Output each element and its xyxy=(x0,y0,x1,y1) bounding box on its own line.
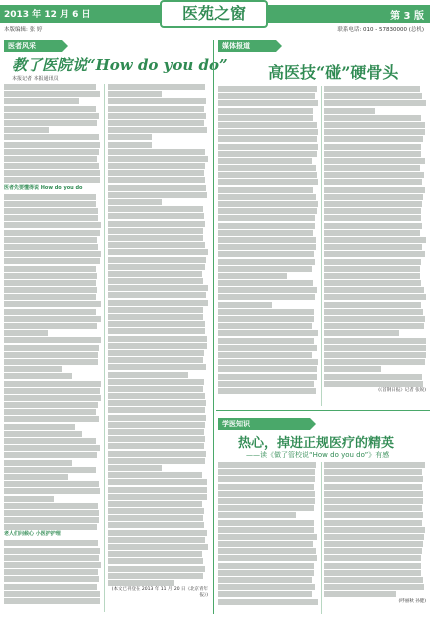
text-line xyxy=(4,359,101,365)
text-line xyxy=(4,452,101,458)
text-line xyxy=(4,510,101,516)
text-line xyxy=(218,563,318,569)
text-line xyxy=(108,91,208,97)
text-line xyxy=(218,330,318,336)
text-line xyxy=(108,580,208,586)
text-line xyxy=(4,301,101,307)
text-line xyxy=(4,84,101,90)
text-line xyxy=(324,345,426,351)
text-line xyxy=(324,591,426,597)
text-line xyxy=(4,244,101,250)
text-line xyxy=(218,366,318,372)
text-line xyxy=(324,381,426,387)
text-line xyxy=(4,222,101,228)
text-line xyxy=(4,431,101,437)
text-line xyxy=(4,142,101,148)
text-line xyxy=(218,201,318,207)
text-line xyxy=(108,436,208,442)
text-line xyxy=(108,127,208,133)
text-line xyxy=(324,484,426,490)
text-line xyxy=(218,505,318,511)
feature-column-2 xyxy=(324,462,426,614)
text-line xyxy=(218,251,318,257)
article-subhead: 医者先要懂得说 How do you do xyxy=(4,184,83,191)
text-line xyxy=(324,122,426,128)
text-line xyxy=(324,93,426,99)
text-line xyxy=(324,323,426,329)
text-line xyxy=(4,496,101,502)
text-line xyxy=(4,91,101,97)
article-column-left-2 xyxy=(108,84,208,614)
text-line xyxy=(108,98,208,104)
text-line xyxy=(4,352,101,358)
text-line xyxy=(324,215,426,221)
text-line xyxy=(324,294,426,300)
article-endnote: (本文已刊登在 2013 年 11 月 20 日《北京青年报》) xyxy=(111,587,208,599)
text-line xyxy=(324,374,426,380)
text-line xyxy=(324,179,426,185)
text-line xyxy=(324,302,426,308)
text-line xyxy=(108,551,208,557)
text-line xyxy=(108,113,208,119)
article-endnote: (呼丽秋 孙健) xyxy=(398,598,426,604)
section-tag-left: 医者风采 xyxy=(4,40,62,52)
feature-divider xyxy=(216,410,430,411)
page-title: 医苑之窗 xyxy=(160,0,268,28)
text-line xyxy=(108,386,208,392)
text-line xyxy=(324,469,426,475)
text-line xyxy=(4,280,101,286)
text-line xyxy=(218,93,318,99)
text-line xyxy=(324,534,426,540)
text-line xyxy=(218,259,318,265)
text-line xyxy=(108,84,208,90)
text-line xyxy=(218,273,318,279)
text-line xyxy=(108,163,208,169)
text-line xyxy=(4,395,101,401)
text-line xyxy=(218,187,318,193)
text-line xyxy=(218,359,318,365)
column-divider xyxy=(104,84,105,612)
text-line xyxy=(4,388,101,394)
text-line xyxy=(4,230,101,236)
masthead xyxy=(0,0,430,36)
text-line xyxy=(4,467,101,473)
column-divider xyxy=(321,86,322,406)
text-line xyxy=(4,149,101,155)
text-line xyxy=(324,151,426,157)
editor-credit: 本版编辑: 张 婷 xyxy=(4,27,43,33)
byline-left: 本报记者 本报通讯员 xyxy=(12,76,59,82)
text-line xyxy=(4,251,101,257)
article-headline-right: 高医技“碰”硬骨头 xyxy=(268,63,399,82)
text-line xyxy=(218,237,318,243)
text-line xyxy=(218,484,318,490)
article-column-left-1 xyxy=(4,84,101,614)
text-line xyxy=(108,292,208,298)
text-line xyxy=(4,524,101,530)
feature-headline: 热心，掉进正规医疗的精英 xyxy=(238,436,395,451)
text-line xyxy=(324,577,426,583)
text-line xyxy=(218,345,318,351)
text-line xyxy=(4,309,101,315)
text-line xyxy=(218,108,318,114)
text-line xyxy=(218,165,318,171)
text-line xyxy=(4,540,101,546)
text-line xyxy=(218,570,318,576)
article-column-right-1 xyxy=(218,86,318,406)
article-endnote: (《首钢日报》记者 张锐) xyxy=(378,387,426,393)
text-line xyxy=(108,177,208,183)
text-line xyxy=(108,465,208,471)
text-line xyxy=(324,555,426,561)
text-line xyxy=(218,534,318,540)
text-line xyxy=(218,266,318,272)
text-line xyxy=(324,584,426,590)
feature-column-1 xyxy=(218,462,318,614)
text-line xyxy=(218,541,318,547)
text-line xyxy=(324,244,426,250)
text-line xyxy=(4,598,101,604)
text-line xyxy=(108,451,208,457)
text-line xyxy=(108,328,208,334)
text-line xyxy=(108,321,208,327)
text-line xyxy=(108,257,208,263)
text-line xyxy=(108,379,208,385)
text-line xyxy=(4,127,101,133)
text-line xyxy=(108,249,208,255)
text-line xyxy=(218,158,318,164)
text-line xyxy=(4,120,101,126)
text-line xyxy=(108,199,208,205)
text-line xyxy=(4,194,101,200)
text-line xyxy=(324,366,426,372)
text-line xyxy=(324,115,426,121)
text-line xyxy=(218,491,318,497)
text-line xyxy=(108,558,208,564)
text-line xyxy=(324,309,426,315)
text-line xyxy=(4,113,101,119)
text-line xyxy=(108,149,208,155)
text-line xyxy=(4,337,101,343)
text-line xyxy=(324,129,426,135)
text-line xyxy=(108,415,208,421)
text-line xyxy=(108,501,208,507)
text-line xyxy=(108,494,208,500)
text-line xyxy=(4,156,101,162)
text-line xyxy=(218,244,318,250)
text-line xyxy=(324,251,426,257)
text-line xyxy=(4,201,101,207)
text-line xyxy=(218,323,318,329)
text-line xyxy=(324,266,426,272)
text-line xyxy=(4,163,101,169)
text-line xyxy=(4,215,101,221)
text-line xyxy=(108,393,208,399)
text-line xyxy=(4,474,101,480)
text-line xyxy=(108,443,208,449)
text-line xyxy=(4,208,101,214)
text-line xyxy=(4,273,101,279)
text-line xyxy=(108,213,208,219)
text-line xyxy=(218,86,318,92)
text-line xyxy=(108,472,208,478)
contact-phone: 联系电话: 010 - 57830000 (总机) xyxy=(337,27,424,33)
text-line xyxy=(108,487,208,493)
text-line xyxy=(108,185,208,191)
text-line xyxy=(324,570,426,576)
text-line xyxy=(108,544,208,550)
text-line xyxy=(324,563,426,569)
text-line xyxy=(4,323,101,329)
text-line xyxy=(324,172,426,178)
text-line xyxy=(108,364,208,370)
text-line xyxy=(108,422,208,428)
text-line xyxy=(4,134,101,140)
text-line xyxy=(108,372,208,378)
text-line xyxy=(4,548,101,554)
text-line xyxy=(218,302,318,308)
text-line xyxy=(218,100,318,106)
text-line xyxy=(108,508,208,514)
text-line xyxy=(218,476,318,482)
text-line xyxy=(108,357,208,363)
text-line xyxy=(4,555,101,561)
text-line xyxy=(218,287,318,293)
text-line xyxy=(324,541,426,547)
text-line xyxy=(324,201,426,207)
text-line xyxy=(4,106,101,112)
text-line xyxy=(324,237,426,243)
text-line xyxy=(218,462,318,468)
text-line xyxy=(108,156,208,162)
text-line xyxy=(4,481,101,487)
text-line xyxy=(324,259,426,265)
article-column-right-2 xyxy=(324,86,426,406)
text-line xyxy=(4,576,101,582)
text-line xyxy=(218,520,318,526)
text-line xyxy=(324,316,426,322)
text-line xyxy=(4,258,101,264)
text-line xyxy=(108,479,208,485)
text-line xyxy=(324,230,426,236)
text-line xyxy=(108,429,208,435)
text-line xyxy=(324,527,426,533)
text-line xyxy=(4,438,101,444)
text-line xyxy=(324,505,426,511)
text-line xyxy=(108,221,208,227)
text-line xyxy=(108,285,208,291)
text-line xyxy=(324,287,426,293)
text-line xyxy=(218,548,318,554)
text-line xyxy=(218,223,318,229)
text-line xyxy=(4,287,101,293)
text-line xyxy=(4,562,101,568)
column-divider xyxy=(321,462,322,614)
text-line xyxy=(218,469,318,475)
text-line xyxy=(218,151,318,157)
text-line xyxy=(108,228,208,234)
section-tag-feature: 学医知识 xyxy=(218,418,310,430)
text-line xyxy=(324,86,426,92)
text-line xyxy=(324,491,426,497)
text-line xyxy=(108,566,208,572)
text-line xyxy=(218,208,318,214)
text-line xyxy=(324,498,426,504)
text-line xyxy=(218,122,318,128)
text-line xyxy=(108,537,208,543)
text-line xyxy=(108,515,208,521)
text-line xyxy=(324,548,426,554)
text-line xyxy=(324,136,426,142)
issue-date: 2013 年 12 月 6 日 xyxy=(4,10,91,20)
text-line xyxy=(324,512,426,518)
text-line xyxy=(108,314,208,320)
text-line xyxy=(218,294,318,300)
text-line xyxy=(108,458,208,464)
text-line xyxy=(4,402,101,408)
text-line xyxy=(4,294,101,300)
text-line xyxy=(218,280,318,286)
text-line xyxy=(108,307,208,313)
text-line xyxy=(108,271,208,277)
text-line xyxy=(108,278,208,284)
text-line xyxy=(4,424,101,430)
text-line xyxy=(108,573,208,579)
text-line xyxy=(324,330,426,336)
text-line xyxy=(108,235,208,241)
text-line xyxy=(218,599,318,605)
text-line xyxy=(218,316,318,322)
text-line xyxy=(4,330,101,336)
text-line xyxy=(218,309,318,315)
text-line xyxy=(108,264,208,270)
text-line xyxy=(324,338,426,344)
text-line xyxy=(218,352,318,358)
text-line xyxy=(4,345,101,351)
text-line xyxy=(108,530,208,536)
text-line xyxy=(324,108,426,114)
text-line xyxy=(108,134,208,140)
section-divider xyxy=(213,40,214,614)
text-line xyxy=(4,416,101,422)
text-line xyxy=(4,366,101,372)
text-line xyxy=(4,503,101,509)
text-line xyxy=(324,273,426,279)
text-line xyxy=(108,407,208,413)
article-subhead: 老人们问候心 小医护护理 xyxy=(4,531,61,538)
text-line xyxy=(218,179,318,185)
text-line xyxy=(108,170,208,176)
text-line xyxy=(218,555,318,561)
text-line xyxy=(218,527,318,533)
text-line xyxy=(218,577,318,583)
text-line xyxy=(324,359,426,365)
text-line xyxy=(324,158,426,164)
text-line xyxy=(4,445,101,451)
text-line xyxy=(108,192,208,198)
text-line xyxy=(324,223,426,229)
section-tag-right: 媒体报道 xyxy=(218,40,276,52)
article-headline-left: 教了医院说“How do you do” xyxy=(12,56,228,74)
text-line xyxy=(324,520,426,526)
feature-subheadline: ——读《做了管校说“How do you do”》有感 xyxy=(246,451,390,459)
text-line xyxy=(108,300,208,306)
text-line xyxy=(324,476,426,482)
text-line xyxy=(218,194,318,200)
text-line xyxy=(108,522,208,528)
text-line xyxy=(4,460,101,466)
text-line xyxy=(324,165,426,171)
text-line xyxy=(4,316,101,322)
text-line xyxy=(4,488,101,494)
text-line xyxy=(4,266,101,272)
text-line xyxy=(108,206,208,212)
text-line xyxy=(218,129,318,135)
text-line xyxy=(218,144,318,150)
text-line xyxy=(4,517,101,523)
text-line xyxy=(4,409,101,415)
text-line xyxy=(108,400,208,406)
text-line xyxy=(218,584,318,590)
text-line xyxy=(4,98,101,104)
text-line xyxy=(218,381,318,387)
text-line xyxy=(324,462,426,468)
text-line xyxy=(218,115,318,121)
page-number: 第 3 版 xyxy=(390,11,424,22)
text-line xyxy=(4,170,101,176)
text-line xyxy=(324,100,426,106)
text-line xyxy=(4,177,101,183)
text-line xyxy=(218,498,318,504)
text-line xyxy=(324,144,426,150)
text-line xyxy=(218,136,318,142)
text-line xyxy=(108,120,208,126)
text-line xyxy=(218,374,318,380)
text-line xyxy=(218,388,318,394)
text-line xyxy=(218,512,318,518)
text-line xyxy=(4,569,101,575)
text-line xyxy=(218,338,318,344)
text-line xyxy=(108,350,208,356)
text-line xyxy=(4,381,101,387)
text-line xyxy=(4,237,101,243)
text-line xyxy=(324,280,426,286)
text-line xyxy=(218,172,318,178)
text-line xyxy=(218,591,318,597)
text-line xyxy=(218,215,318,221)
text-line xyxy=(108,142,208,148)
text-line xyxy=(324,194,426,200)
text-line xyxy=(324,352,426,358)
text-line xyxy=(4,591,101,597)
text-line xyxy=(108,343,208,349)
text-line xyxy=(324,187,426,193)
text-line xyxy=(108,242,208,248)
text-line xyxy=(4,373,101,379)
text-line xyxy=(324,208,426,214)
text-line xyxy=(108,336,208,342)
text-line xyxy=(218,230,318,236)
text-line xyxy=(4,584,101,590)
text-line xyxy=(108,106,208,112)
